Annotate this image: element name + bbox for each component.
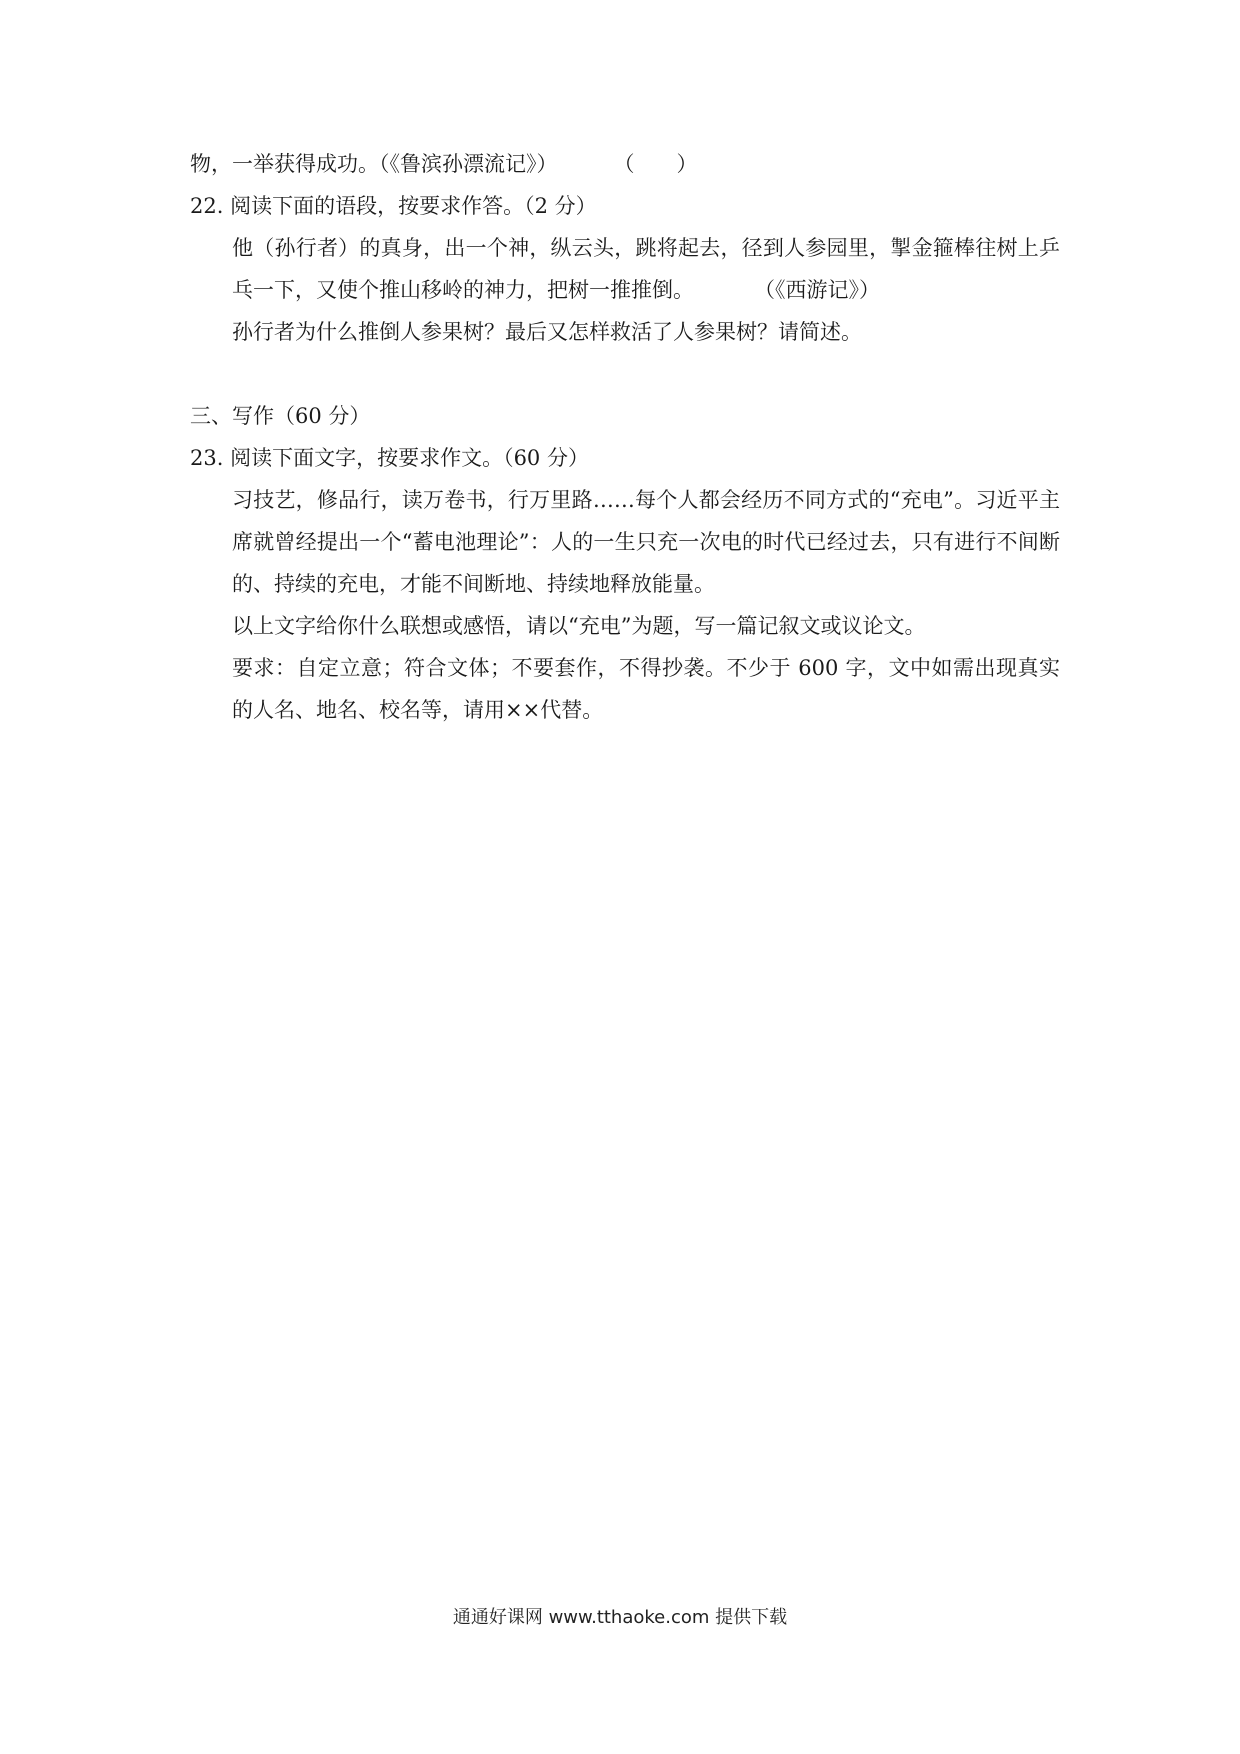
section-spacer (190, 353, 1060, 395)
q23-requirements: 要求：自定立意；符合文体；不要套作，不得抄袭。不少于 600 字，文中如需出现真实的人名、地名、校名等，请用××代替。 (232, 656, 1060, 722)
page-footer: 通通好课网 www.tthaoke.com 提供下载 (452, 1607, 788, 1628)
q22-passage (190, 227, 1060, 311)
q21-tail-text: 物，一举获得成功。（《鲁滨孙漂流记》） (190, 152, 558, 176)
q21-tail-line (190, 143, 1060, 185)
q23-heading: 23. 阅读下面文字，按要求作文。（60 分） (190, 446, 589, 470)
q22-passage-text: 他（孙行者）的真身，出一个神，纵云头，跳将起去，径到人参园里，掣金箍棒往树上乒乓一下，又使个推山移岭的神力，把树一推推倒。 (232, 236, 1060, 302)
answer-blank: （ ） (613, 152, 698, 176)
page-content (190, 143, 1060, 731)
q23-paragraph-2: 以上文字给你什么联想或感悟，请以“充电”为题，写一篇记叙文或议论文。 (232, 614, 926, 638)
q22-question: 孙行者为什么推倒人参果树？最后又怎样救活了人参果树？请简述。 (232, 320, 862, 344)
q22-source: （《西游记》） (754, 278, 880, 302)
q22-heading: 22. 阅读下面的语段，按要求作答。（2 分） (190, 194, 597, 218)
section3-heading: 三、写作（60 分） (190, 404, 371, 428)
q23-paragraph-1: 习技艺，修品行，读万卷书，行万里路……每个人都会经历不同方式的“充电”。习近平主席就曾经提出一个“蓄电池理论”：人的一生只充一次电的时代已经过去，只有进行不间断的、持续的充电，才能不间断地、持续地释放能量。 (232, 488, 1060, 596)
